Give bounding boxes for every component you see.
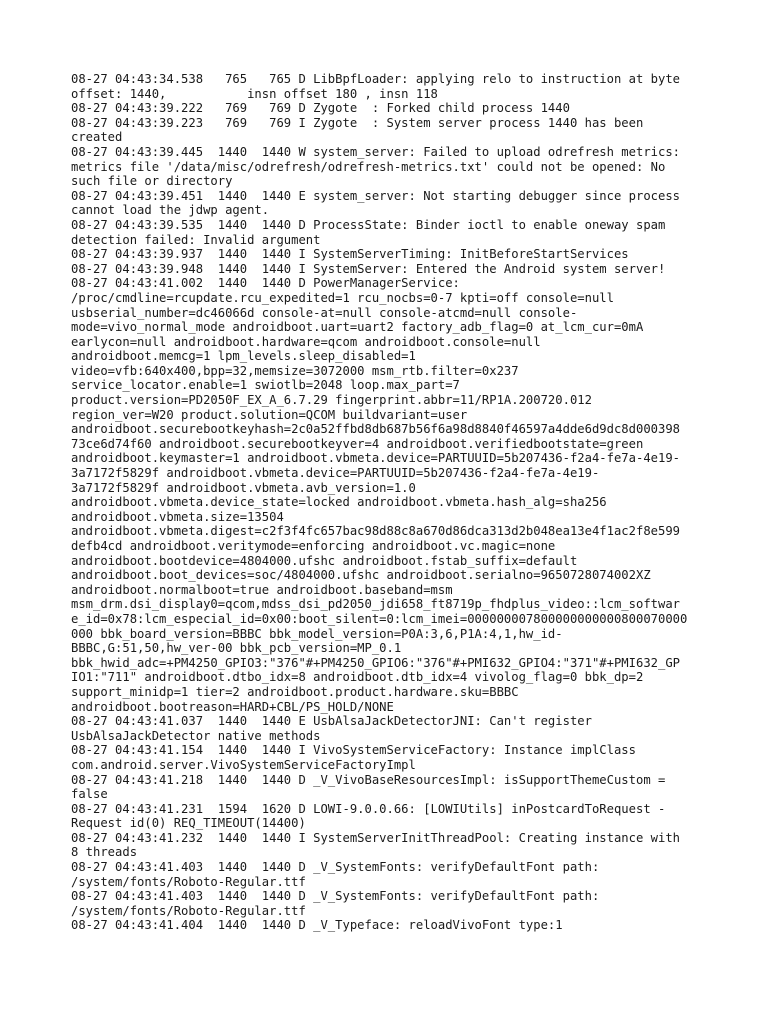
log-line: androidboot.bootdevice=4804000.ufshc androidboot.fstab_suffix=default [71,553,578,568]
log-line: 08-27 04:43:39.223 769 769 I Zygote : System server process 1440 has been [71,115,644,130]
log-line: androidboot.normalboot=true androidboot.baseband=msm [71,582,453,597]
log-line: service_locator.enable=1 swiotlb=2048 loop.max_part=7 [71,378,460,393]
log-line: androidboot.bootreason=HARD+CBL/PS_HOLD/NONE [71,699,394,714]
log-line: detection failed: Invalid argument [71,232,321,247]
log-line: /system/fonts/Roboto-Regular.ttf [71,903,306,918]
log-line: com.android.server.VivoSystemServiceFactoryImpl [71,757,416,772]
log-line: 08-27 04:43:41.231 1594 1620 D LOWI-9.0.0.66: [LOWIUtils] inPostcardToRequest - [71,801,666,816]
log-line: androidboot.securebootkeyhash=2c0a52ffbd8db687b56f6a98d8840f46597a4dde6d9dc8d000398 [71,422,681,437]
log-line: metrics file '/data/misc/odrefresh/odrefresh-metrics.txt' could not be opened: No [71,159,666,174]
log-line: 08-27 04:43:39.445 1440 1440 W system_server: Failed to upload odrefresh metrics: [71,144,681,159]
log-line: region_ver=W20 product.solution=QCOM buildvariant=user [71,407,468,422]
log-line: 000 bbk_board_version=BBBC bbk_model_version=P0A:3,6,P1A:4,1,hw_id- [71,626,563,641]
log-line: /system/fonts/Roboto-Regular.ttf [71,874,306,889]
log-line: 08-27 04:43:41.403 1440 1440 D _V_SystemFonts: verifyDefaultFont path: [71,889,600,904]
log-line: support_minidp=1 tier=2 androidboot.product.hardware.sku=BBBC [71,684,519,699]
log-line: Request id(0) REQ_TIMEOUT(14400) [71,816,306,831]
log-line: 08-27 04:43:39.222 769 769 D Zygote : Forked child process 1440 [71,101,570,116]
log-line: androidboot.memcg=1 lpm_levels.sleep_disabled=1 [71,349,416,364]
log-text-block [71,72,701,933]
log-line: 08-27 04:43:41.232 1440 1440 I SystemServerInitThreadPool: Creating instance with [71,830,681,845]
log-line: msm_drm.dsi_display0=qcom,mdss_dsi_pd2050_jdi658_ft8719p_fhdplus_video::lcm_softwar [71,597,681,612]
log-line: IO1:"711" androidboot.dtbo_idx=8 androidboot.dtb_idx=4 vivolog_flag=0 bbk_dp=2 [71,670,644,685]
log-line: product.version=PD2050F_EX_A_6.7.29 fingerprint.abbr=11/RP1A.200720.012 [71,393,592,408]
log-line: 08-27 04:43:41.218 1440 1440 D _V_VivoBaseResourcesImpl: isSupportThemeCustom = [71,772,666,787]
log-line: BBBC,G:51,50,hw_ver-00 bbk_pcb_version=MP_0.1 [71,641,402,656]
log-line: earlycon=null androidboot.hardware=qcom androidboot.console=null [71,334,541,349]
log-line: 08-27 04:43:39.535 1440 1440 D ProcessState: Binder ioctl to enable oneway spam [71,217,666,232]
log-line: UsbAlsaJackDetector native methods [71,728,321,743]
log-line: androidboot.boot_devices=soc/4804000.ufshc androidboot.serialno=9650728074002XZ [71,568,651,583]
log-line: 3a7172f5829f androidboot.vbmeta.avb_version=1.0 [71,480,416,495]
log-line: 08-27 04:43:41.037 1440 1440 E UsbAlsaJackDetectorJNI: Can't register [71,714,592,729]
log-line: androidboot.vbmeta.device_state=locked androidboot.vbmeta.hash_alg=sha256 [71,495,607,510]
log-line: 08-27 04:43:41.154 1440 1440 I VivoSystemServiceFactory: Instance implClass [71,743,636,758]
log-line: created [71,130,123,145]
log-line: 08-27 04:43:41.403 1440 1440 D _V_SystemFonts: verifyDefaultFont path: [71,860,600,875]
log-line: 3a7172f5829f androidboot.vbmeta.device=PARTUUID=5b207436-f2a4-fe7a-4e19- [71,466,600,481]
log-line: 08-27 04:43:39.937 1440 1440 I SystemServerTiming: InitBeforeStartServices [71,247,629,262]
log-line: androidboot.vbmeta.size=13504 [71,509,284,524]
log-line: 08-27 04:43:39.451 1440 1440 E system_server: Not starting debugger since process [71,188,681,203]
log-line: 08-27 04:43:41.404 1440 1440 D _V_Typeface: reloadVivoFont type:1 [71,918,563,933]
log-line: such file or directory [71,174,233,189]
log-line: androidboot.vbmeta.digest=c2f3f4fc657bac98d88c8a670d86dca313d2b048ea13e4f1ac2f8e599 [71,524,681,539]
log-line: 08-27 04:43:39.948 1440 1440 I SystemServer: Entered the Android system server! [71,261,666,276]
log-line: 08-27 04:43:41.002 1440 1440 D PowerManagerService: [71,276,460,291]
log-line: androidboot.keymaster=1 androidboot.vbmeta.device=PARTUUID=5b207436-f2a4-fe7a-4e19- [71,451,681,466]
log-line: offset: 1440, insn offset 180 , insn 118 [71,86,438,101]
log-line: 08-27 04:43:34.538 765 765 D LibBpfLoader: applying relo to instruction at byte [71,72,681,86]
log-line: bbk_hwid_adc=+PM4250_GPIO3:"376"#+PM4250_GPIO6:"376"#+PMI632_GPIO4:"371"#+PMI632_GP [71,655,681,670]
log-line: video=vfb:640x400,bpp=32,memsize=3072000 msm_rtb.filter=0x237 [71,363,519,378]
log-line: mode=vivo_normal_mode androidboot.uart=uart2 factory_adb_flag=0 at_lcm_cur=0mA [71,320,644,335]
log-line: defb4cd androidboot.veritymode=enforcing androidboot.vc.magic=none [71,539,556,553]
log-line: cannot load the jdwp agent. [71,203,270,218]
log-line: /proc/cmdline=rcupdate.rcu_expedited=1 rcu_nocbs=0-7 kpti=off console=null [71,290,614,305]
log-line: usbserial_number=dc46066d console-at=null console-atcmd=null console- [71,305,578,320]
log-line: e_id=0x78:lcm_especial_id=0x00:boot_silent=0:lcm_imei=000000007800000000000800070000 [71,611,688,626]
log-line: 73ce6d74f60 androidboot.securebootkeyver=4 androidboot.verifiedbootstate=green [71,436,644,451]
log-line: false [71,787,108,802]
log-line: 8 threads [71,845,138,860]
